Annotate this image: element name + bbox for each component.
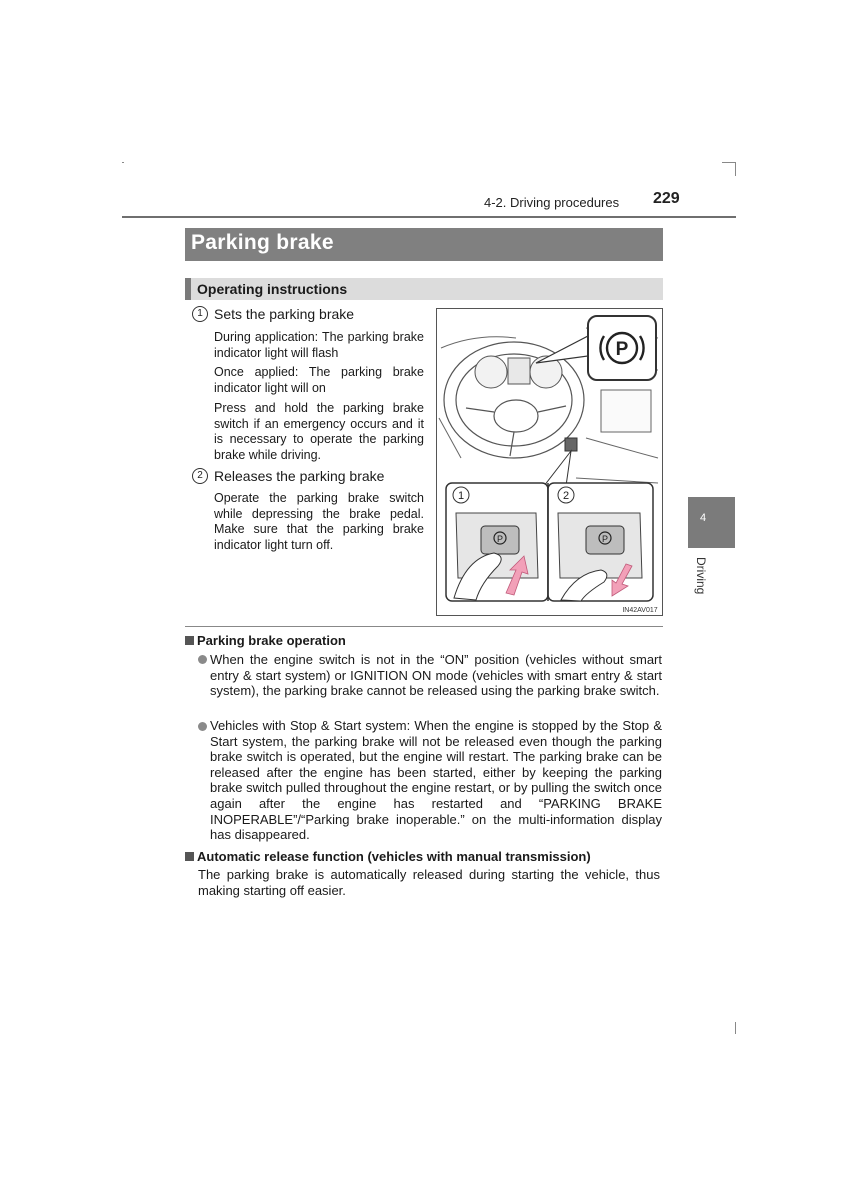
step-1-title: Sets the parking brake	[214, 306, 355, 322]
step-1-paragraph: During application: The parking brake indicator light will flash	[214, 330, 424, 360]
subtitle: Operating instructions	[197, 281, 348, 297]
step-2-number: 2	[192, 468, 208, 484]
page-number: 229	[653, 190, 680, 207]
round-bullet-icon	[198, 722, 207, 731]
square-bullet-icon	[185, 852, 194, 861]
operation-bullet-2: Vehicles with Stop & Start system: When the engine is stopped by the Stop & Start system, the parking brake will not be released even though the parking brake switch is operated, but the engine will restart. The parking brake can be released after the engine has been started, either by keeping the parking brake switch pulled throughout the engine restart, or by pulling the switch once again after the engine has restarted and “PARKING BRAKE INOPERABLE”/“Parking brake inoperable.” on the multi-information display has disappeared.	[210, 718, 662, 843]
step-2-paragraph: Operate the parking brake switch while depressing the brake pedal. Make sure that the parking brake indicator light turn off.	[214, 491, 424, 552]
chapter-number: 4	[700, 512, 707, 524]
step-1-number: 1	[192, 306, 208, 322]
indicator-symbol: P	[615, 339, 629, 360]
crop-mark-bottom-right	[735, 1022, 736, 1034]
crop-mark-top-right-h	[722, 162, 736, 163]
crop-mark-top-left	[122, 162, 124, 163]
parking-brake-illustration	[436, 308, 663, 616]
section-heading-auto-release: Automatic release function (vehicles with manual transmission)	[185, 849, 591, 864]
square-bullet-icon	[185, 636, 194, 645]
panel-2-switch-symbol: P	[601, 534, 609, 544]
step-1-paragraph: Press and hold the parking brake switch if an emergency occurs and it is necessary to operate the parking brake while driving.	[214, 401, 424, 462]
switch-location-marker	[565, 438, 577, 451]
subtitle-bar	[185, 278, 663, 300]
operation-bullet-1: When the engine switch is not in the “ON” position (vehicles without smart entry & start system) or IGNITION ON mode (vehicles with smart entry & start system), the parking brake cannot be released using the parking brake switch.	[210, 652, 662, 699]
chapter-label: Driving	[694, 557, 708, 595]
figure-code: IN42AV017	[622, 607, 658, 614]
round-bullet-icon	[198, 655, 207, 664]
step-1-paragraph: Once applied: The parking brake indicator light will on	[214, 365, 424, 395]
subtitle-accent	[185, 278, 191, 300]
auto-release-text: The parking brake is automatically released during starting the vehicle, thus making starting off easier.	[198, 867, 660, 898]
crop-mark-top-right-v	[735, 162, 736, 176]
step-2-title: Releases the parking brake	[214, 468, 385, 484]
section-heading-operation: Parking brake operation	[185, 633, 346, 648]
panel-1-switch-symbol: P	[496, 534, 504, 544]
chapter-tab[interactable]	[688, 497, 735, 548]
page-title-bar	[185, 228, 663, 261]
panel-1-number: 1	[457, 490, 465, 502]
header-rule	[122, 216, 736, 218]
section-divider	[185, 626, 663, 627]
running-header: 4-2. Driving procedures	[484, 195, 620, 210]
page-title: Parking brake	[191, 231, 334, 254]
panel-2-number: 2	[562, 490, 570, 502]
